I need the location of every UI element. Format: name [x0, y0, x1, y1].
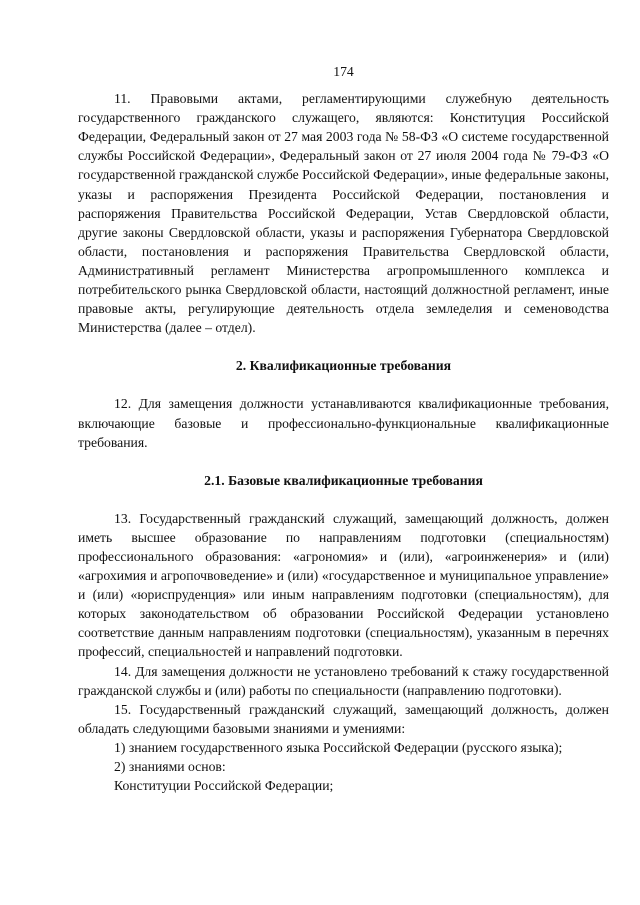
paragraph-12: 12. Для замещения должности устанавливаются квалификационные требования, включающие базовые и профессионально-функциональные квалификационные требования.: [78, 396, 609, 450]
paragraph-14: 14. Для замещения должности не установлено требований к стажу государственной гражданской службы и (или) работы по специальности (направлению подготовки).: [78, 663, 609, 698]
document-body: [78, 62, 609, 795]
section-heading-2: 2. Квалификационные требования: [235, 358, 452, 374]
paragraph-15: 15. Государственный гражданский служащий, замещающий должность, должен обладать следующими базовыми знаниями и умениями:: [78, 701, 609, 736]
section-heading-2-1: 2.1. Базовые квалификационные требования: [204, 472, 483, 488]
paragraph-11: 11. Правовыми актами, регламентирующими служебную деятельность государственного гражданского служащего, являются: Конституция Российской Федерации, Федеральный закон от 27 мая 2003 года № 58-ФЗ «О системе государственной службы Российской Федерации», Федеральный закон от 27 июля 2004 года № 79-ФЗ «О государственной гражданской службе Российской Федерации», иные федеральные законы, указы и распоряжения Президента Российской Федерации, постановления и распоряжения Правительства Российской Федерации, Устав Свердловской области, другие законы Свердловской области, указы и распоряжения Губернатора Свердловской области, постановления и распоряжения Правительства Свердловской области, Административный регламент Министерства агропромышленного комплекса и потребительского рынка Свердловской области, настоящий должностной регламент, иные правовые акты, регулирующие деятельность отдела земледелия и семеноводства Министерства (далее – отдел).: [78, 91, 609, 336]
list-item-2: 2) знаниями основ:: [114, 759, 226, 774]
page-number: 174: [333, 64, 354, 79]
paragraph-13: 13. Государственный гражданский служащий, замещающий должность, должен иметь высшее образование по направлениям подготовки (специальностям) профессионального образования: «агрономия» и (или), «агроинженерия» и (или) «агрохимия и агропочвоведение» и (или) «государственное и муниципальное управление» и (или) «юриспруденция» или иным направлениям подготовки (специальностям), для которых законодательством об образовании Российской Федерации установлено соответствие данным направлениям подготовки (специальностям), указанным в перечнях профессий, специальностей и направлений подготовки.: [78, 510, 609, 660]
list-item-1: 1) знанием государственного языка Российской Федерации (русского языка);: [114, 739, 563, 755]
list-item-2a: Конституции Российской Федерации;: [114, 778, 334, 794]
